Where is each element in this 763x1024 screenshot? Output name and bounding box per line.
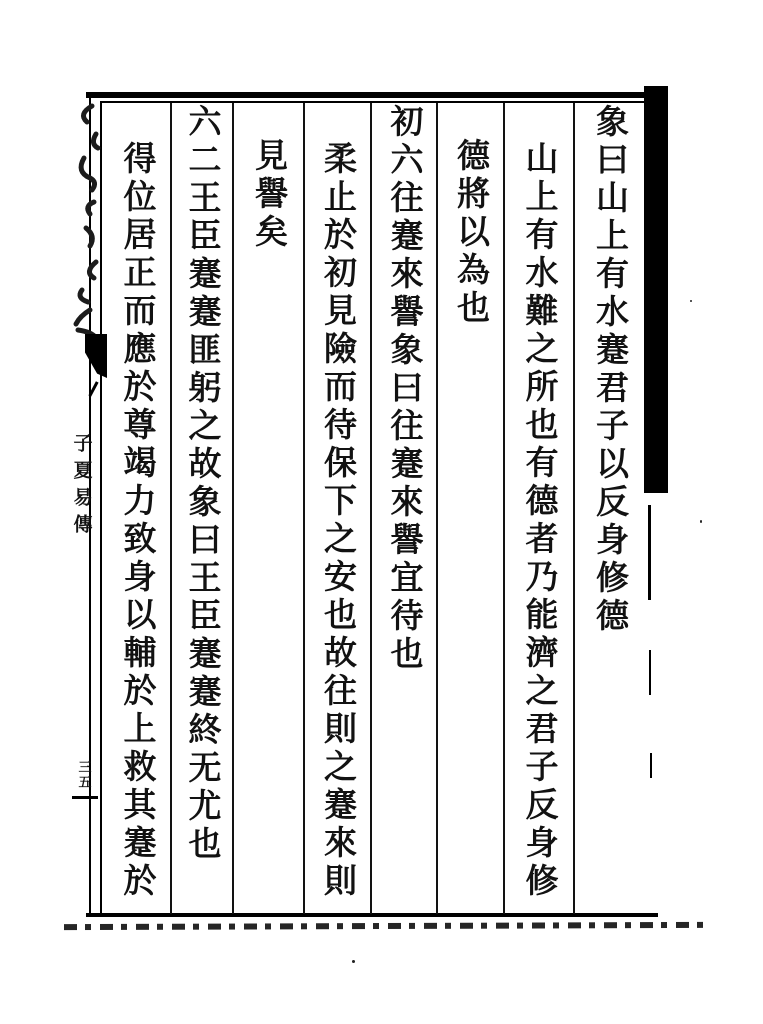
column-text: 初六往蹇來譽象曰往蹇來譽宜待也	[385, 104, 422, 674]
scan-speck	[352, 960, 355, 963]
page-number-text: 三五	[76, 760, 92, 790]
scan-speck	[690, 300, 692, 302]
text-column-6	[232, 138, 303, 252]
scan-speck	[700, 520, 702, 523]
text-column-7	[170, 104, 232, 864]
text-column-2	[503, 141, 573, 901]
page-number	[70, 760, 98, 790]
right-border-segment	[650, 753, 652, 778]
top-border-heavy	[86, 92, 668, 98]
top-border-thin	[100, 101, 646, 103]
column-text: 得位居正而應於尊竭力致身以輔於上救其蹇於	[118, 141, 155, 901]
bottom-speckle-line	[64, 922, 706, 930]
column-text: 六二王臣蹇蹇匪躬之故象曰王臣蹇蹇終无尤也	[183, 104, 220, 864]
right-border-segment	[649, 650, 651, 695]
column-text: 德將以為也	[452, 138, 488, 328]
right-border-segment	[648, 505, 651, 600]
text-column-3	[436, 138, 503, 328]
column-text: 見譽矣	[250, 138, 286, 252]
spine-title	[62, 433, 100, 541]
text-column-8	[102, 141, 170, 901]
spine-title-text: 子夏易傳	[70, 433, 92, 541]
column-text: 山上有水難之所也有德者乃能濟之君子反身修	[520, 141, 557, 901]
column-text: 象曰山上有水蹇君子以反身修德	[591, 104, 627, 636]
text-column-5	[303, 141, 370, 901]
text-column-1	[573, 104, 644, 636]
column-text: 柔止於初見險而待保下之安也故往則之蹇來則	[319, 141, 355, 901]
page-number-underline	[72, 796, 98, 799]
right-border-heavy-bar	[644, 86, 668, 493]
text-column-4	[370, 104, 436, 674]
